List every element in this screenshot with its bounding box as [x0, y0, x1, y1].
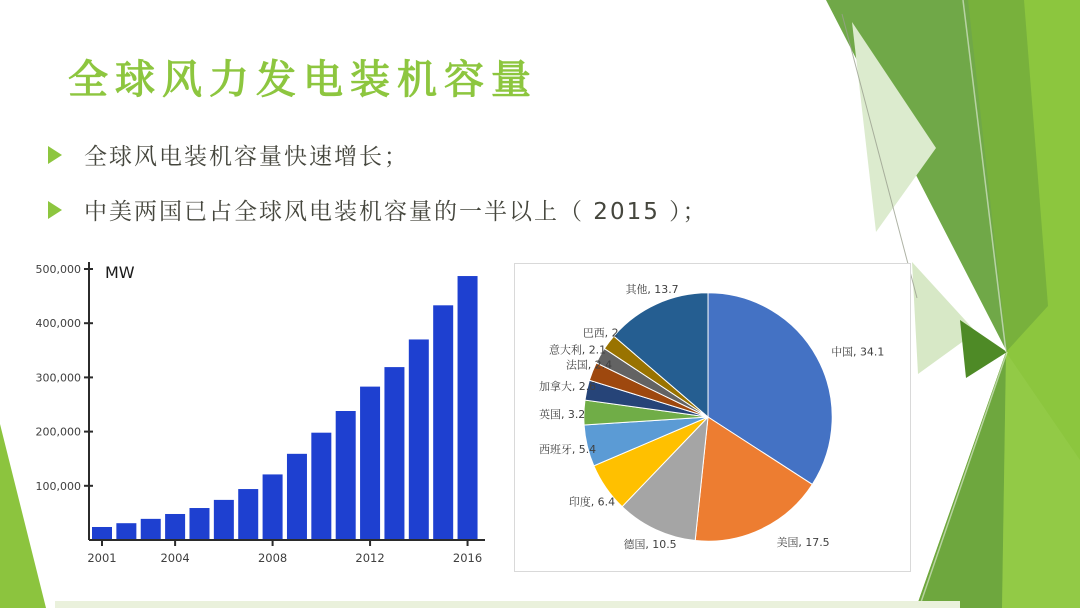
bar-2010	[311, 433, 331, 540]
bar-2001	[92, 527, 112, 540]
bullet-item	[48, 138, 828, 171]
bar-2007	[238, 489, 258, 540]
pie-slice-label-美国: 美国, 17.5	[776, 536, 830, 550]
bullet-text: 全球风电装机容量快速增长；	[84, 144, 409, 170]
pie-chart-panel	[514, 263, 911, 572]
bar-2013	[384, 367, 404, 540]
pie-slice-label-英国: 英国, 3.2	[539, 407, 586, 421]
pie-slice-label-法国: 法国, 2.4	[565, 358, 613, 372]
y-tick-label: 500,000	[35, 263, 81, 276]
bullet-text: 中美两国已占全球风电装机容量的一半以上（ 2015 ）；	[84, 199, 708, 225]
x-tick-label: 2008	[257, 551, 288, 565]
pie-slice-label-印度: 印度, 6.4	[568, 495, 616, 509]
bar-2003	[141, 519, 161, 540]
pie-chart	[515, 264, 910, 571]
bullet-triangle-icon	[48, 201, 62, 219]
bar-2016	[458, 276, 478, 540]
bar-2005	[189, 508, 209, 540]
bullet-list	[48, 138, 828, 248]
y-tick-label: 400,000	[35, 317, 81, 331]
y-tick-label: 100,000	[35, 479, 81, 493]
bullet-item	[48, 193, 828, 226]
y-tick-label: 200,000	[35, 425, 81, 439]
page-title: 全球风力发电装机容量	[68, 57, 538, 103]
bar-2015	[433, 305, 453, 540]
bar-2012	[360, 387, 380, 540]
x-tick-label: 2004	[160, 551, 190, 565]
pie-slice-label-加拿大: 加拿大, 2.6	[539, 380, 597, 394]
unit-label-mw: MW	[105, 263, 135, 282]
bar-2002	[116, 523, 136, 540]
pie-slice-label-巴西: 巴西, 2	[582, 326, 619, 340]
pie-slice-label-西班牙: 西班牙, 5.4	[539, 442, 597, 456]
bullet-triangle-icon	[48, 146, 62, 164]
x-tick-label: 2012	[355, 551, 385, 565]
bar-2004	[165, 514, 185, 540]
bar-2011	[336, 411, 356, 540]
pie-slice-label-其他: 其他, 13.7	[625, 282, 679, 296]
x-tick-label: 2016	[452, 551, 483, 565]
bar-chart	[25, 256, 495, 574]
bar-2009	[287, 454, 307, 540]
bar-2008	[263, 474, 283, 540]
pie-slice-label-意大利: 意大利, 2.1	[549, 343, 607, 357]
y-tick-label: 300,000	[35, 371, 81, 385]
x-tick-label: 2001	[87, 551, 117, 565]
bar-2006	[214, 500, 234, 540]
pie-slice-label-德国: 德国, 10.5	[623, 538, 677, 552]
bar-2014	[409, 339, 429, 540]
pie-slice-label-中国: 中国, 34.1	[831, 345, 885, 359]
